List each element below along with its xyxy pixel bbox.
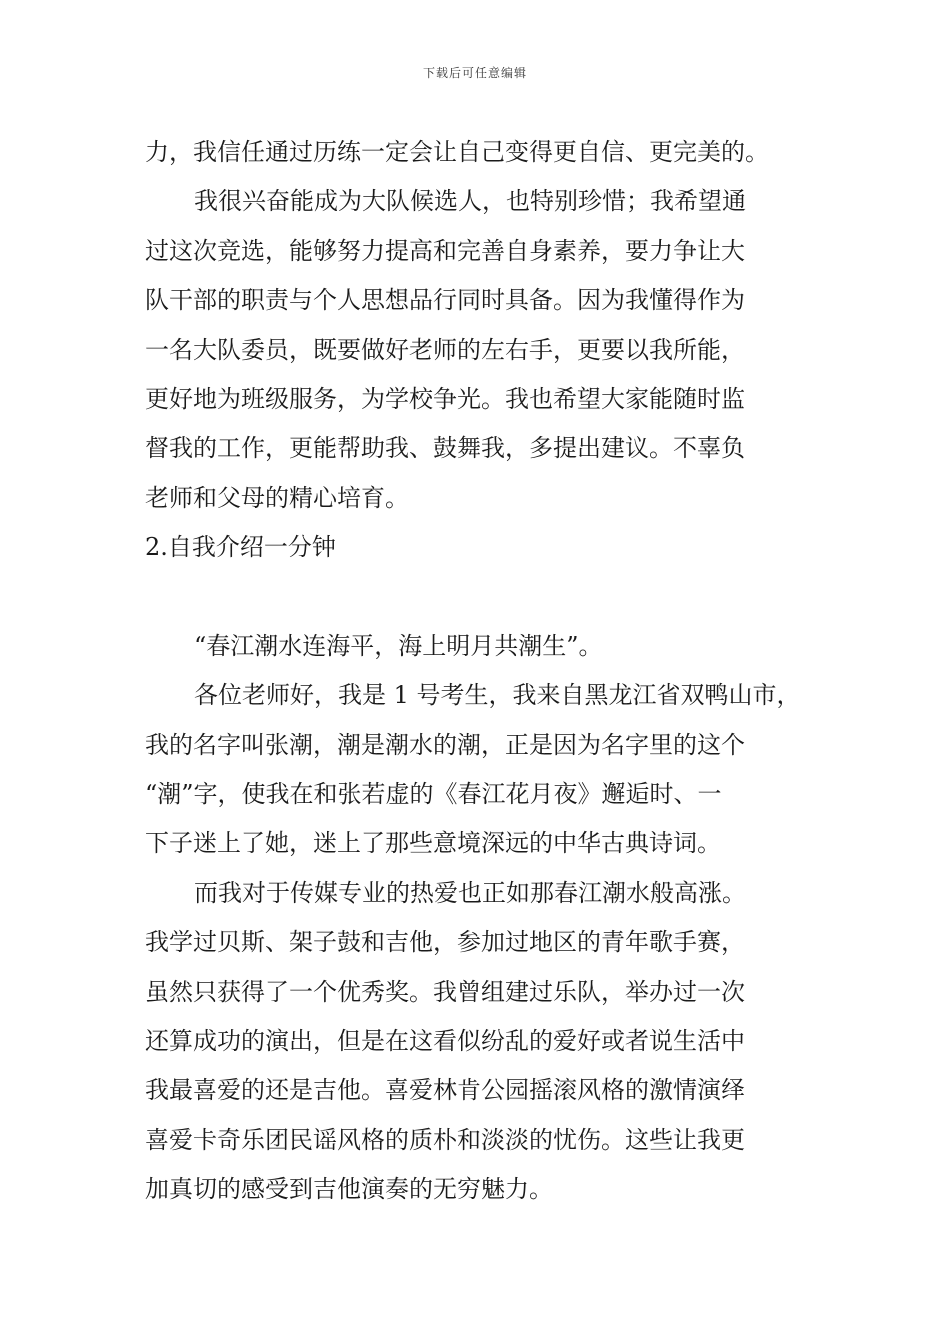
- document-body: [145, 128, 810, 1215]
- paragraph-line: 力，我信任通过历练一定会让自己变得更自信、更完美的。: [145, 138, 769, 166]
- paragraph-line: “潮”字，使我在和张若虚的《春江花月夜》邂逅时、一: [145, 780, 722, 809]
- paragraph-line: 我最喜爱的还是吉他。喜爱林肯公园摇滚风格的激情演绎: [145, 1076, 745, 1105]
- paragraph-line: 我的名字叫张潮，潮是潮水的潮，正是因为名字里的这个: [145, 730, 745, 759]
- paragraph-line: 队干部的职责与个人思想品行同时具备。因为我懂得作为: [145, 286, 745, 315]
- paragraph-line: 喜爱卡奇乐团民谣风格的质朴和淡淡的忧伤。这些让我更: [145, 1125, 745, 1154]
- paragraph-line: 一名大队委员，既要做好老师的左右手，更要以我所能，: [145, 335, 745, 364]
- blank-line: [145, 573, 810, 622]
- paragraph-line: 更好地为班级服务，为学校争光。我也希望大家能随时监: [145, 384, 745, 413]
- paragraph-line: 加真切的感受到吉他演奏的无穷魅力。: [145, 1175, 553, 1204]
- page-header: 下载后可任意编辑: [422, 66, 527, 80]
- paragraph-line: 而我对于传媒专业的热爱也正如那春江潮水般高涨。: [194, 878, 746, 907]
- paragraph-line: 督我的工作，更能帮助我、鼓舞我，多提出建议。不辜负: [145, 434, 745, 463]
- section-heading: 2.自我介绍一分钟: [145, 533, 336, 562]
- paragraph-line: 还算成功的演出，但是在这看似纷乱的爱好或者说生活中: [145, 1027, 745, 1056]
- paragraph-line: 各位老师好，我是 1 号考生，我来自黑龙江省双鸭山市，: [194, 681, 801, 710]
- paragraph-line: 我学过贝斯、架子鼓和吉他，参加过地区的青年歌手赛，: [145, 928, 745, 957]
- paragraph-line: 虽然只获得了一个优秀奖。我曾组建过乐队，举办过一次: [145, 977, 745, 1006]
- quote-line: “春江潮水连海平，海上明月共潮生”。: [194, 631, 603, 660]
- paragraph-line: 我很兴奋能成为大队候选人，也特别珍惜；我希望通: [194, 187, 746, 216]
- paragraph-line: 老师和父母的精心培育。: [145, 483, 409, 512]
- paragraph-line: 下子迷上了她，迷上了那些意境深远的中华古典诗词。: [145, 829, 721, 858]
- paragraph-line: 过这次竞选，能够努力提高和完善自身素养，要力争让大: [145, 236, 745, 265]
